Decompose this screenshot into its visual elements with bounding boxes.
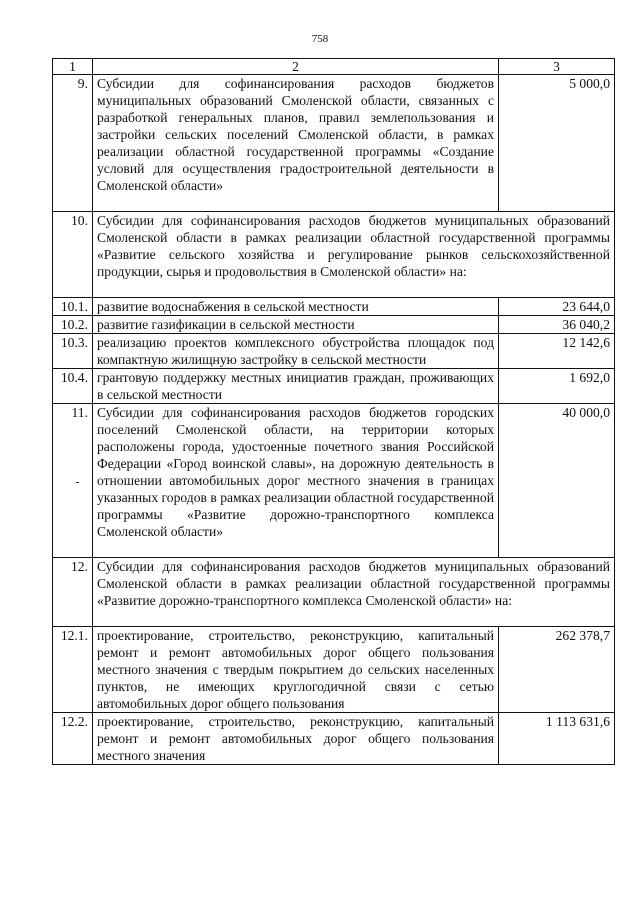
row-number: 10.2.: [53, 316, 93, 334]
row-amount: 12 142,6: [499, 334, 615, 369]
row-amount: 262 378,7: [499, 627, 615, 713]
row-description: Субсидии для софинансирования расходов бюджетов муниципальных образований Смоленской области в рамках реализации областной государственной программы «Развитие дорожно-транспортного комплекса Смоленской области» на:: [93, 558, 615, 627]
row-description: реализацию проектов комплексного обустройства площадок под компактную жилищную застройку в сельской местности: [93, 334, 499, 369]
row-number: 12.: [53, 558, 93, 627]
row-description: проектирование, строительство, реконструкцию, капитальный ремонт и ремонт автомобильных дорог общего пользования местного значения: [93, 713, 499, 765]
table-row: [53, 713, 615, 765]
row-amount: 36 040,2: [499, 316, 615, 334]
row-description: проектирование, строительство, реконструкцию, капитальный ремонт и ремонт автомобильных дорог общего пользования местного значения с твердым покрытием до сельских населенных пунктов, не имеющих круглогодичной связи с сетью автомобильных дорог общего пользования: [93, 627, 499, 713]
row-description: грантовую поддержку местных инициатив граждан, проживающих в сельской местности: [93, 369, 499, 404]
table-header-row: [53, 59, 615, 75]
table-row: [53, 334, 615, 369]
table-row: [53, 212, 615, 298]
row-number: 10.3.: [53, 334, 93, 369]
row-number: 12.1.: [53, 627, 93, 713]
table-row: [53, 627, 615, 713]
table-row: [53, 316, 615, 334]
row-amount: 40 000,0: [499, 404, 615, 558]
table-row: [53, 404, 615, 558]
column-header-amount: 3: [499, 59, 615, 75]
budget-table: [52, 58, 615, 765]
row-number: 10.1.: [53, 298, 93, 316]
page-number: 758: [311, 33, 329, 45]
table-row: [53, 369, 615, 404]
row-amount: 1 692,0: [499, 369, 615, 404]
row-amount: 23 644,0: [499, 298, 615, 316]
row-number: 9.: [53, 75, 93, 212]
row-description: развитие водоснабжения в сельской местности: [93, 298, 499, 316]
row-description: развитие газификации в сельской местности: [93, 316, 499, 334]
column-header-description: 2: [93, 59, 499, 75]
row-description: Субсидии для софинансирования расходов бюджетов городских поселений Смоленской области, на территории которых расположены города, удостоенные почетного звания Российской Федерации «Город воинской славы», на дорожную деятельность в отношении автомобильных дорог местного значения в границах указанных городов в рамках реализации областной государственной программы «Развитие дорожно-транспортного комплекса Смоленской области»: [93, 404, 499, 558]
row-number: 11.: [53, 404, 93, 558]
row-description: Субсидии для софинансирования расходов бюджетов муниципальных образований Смоленской области в рамках реализации областной государственной программы «Развитие сельского хозяйства и регулирование рынков сельскохозяйственной продукции, сырья и продовольствия в Смоленской области» на:: [93, 212, 615, 298]
row-amount: 1 113 631,6: [499, 713, 615, 765]
stray-mark: [76, 482, 79, 483]
row-description: Субсидии для софинансирования расходов бюджетов муниципальных образований Смоленской области, связанных с разработкой генеральных планов, правил землепользования и застройки сельских поселений Смоленской области, в рамках реализации областной государственной программы «Создание условий для осуществления градостроительной деятельности в Смоленской области»: [93, 75, 499, 212]
column-header-number: 1: [53, 59, 93, 75]
row-amount: 5 000,0: [499, 75, 615, 212]
table-row: [53, 75, 615, 212]
row-number: 12.2.: [53, 713, 93, 765]
table-row: [53, 558, 615, 627]
table-row: [53, 298, 615, 316]
row-number: 10.: [53, 212, 93, 298]
row-number: 10.4.: [53, 369, 93, 404]
